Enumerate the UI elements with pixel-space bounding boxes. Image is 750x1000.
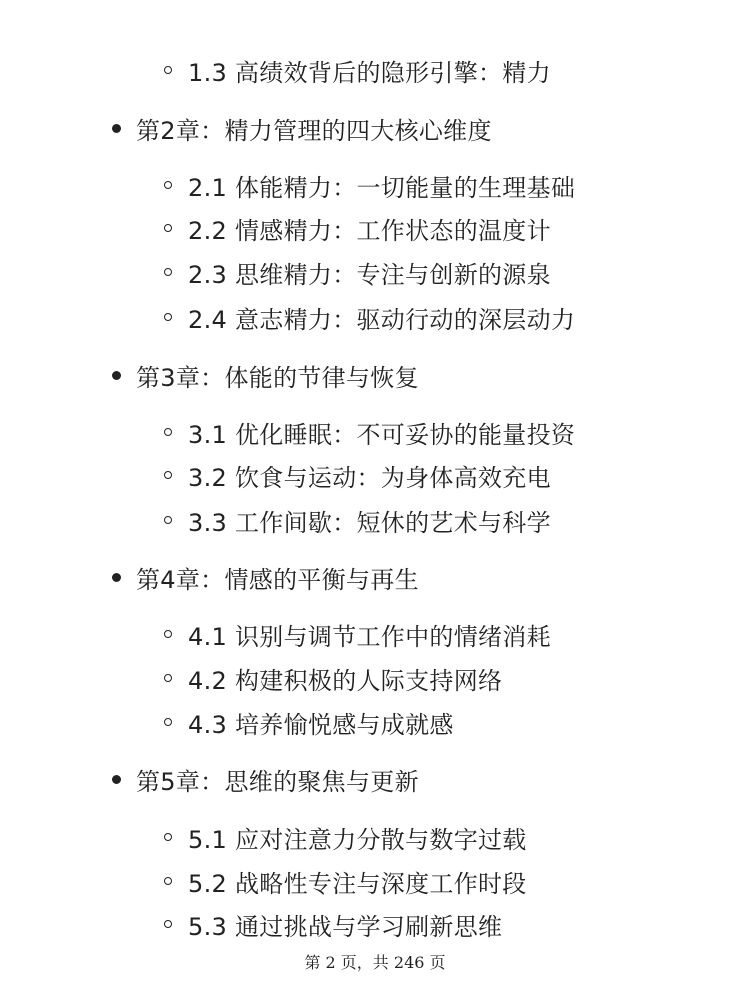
hollow-bullet-icon — [164, 268, 172, 276]
toc-item-label: 第5章：思维的聚焦与更新 — [136, 767, 419, 796]
toc-section-item[interactable] — [164, 614, 551, 654]
hollow-bullet-icon — [164, 920, 172, 928]
hollow-bullet-icon — [164, 833, 172, 841]
hollow-bullet-icon — [164, 630, 172, 638]
hollow-bullet-icon — [164, 66, 172, 74]
toc-section-item[interactable] — [164, 500, 551, 540]
toc-item-label: 5.3 通过挑战与学习刷新思维 — [188, 912, 503, 941]
toc-chapter-item[interactable] — [112, 108, 492, 148]
hollow-bullet-icon — [164, 428, 172, 436]
toc-section-item[interactable] — [164, 412, 575, 452]
toc-chapter-item[interactable] — [112, 355, 419, 395]
toc-item-label: 第3章：体能的节律与恢复 — [136, 363, 419, 392]
hollow-bullet-icon — [164, 877, 172, 885]
toc-chapter-item[interactable] — [112, 759, 419, 799]
toc-section-item[interactable] — [164, 208, 551, 248]
hollow-bullet-icon — [164, 471, 172, 479]
toc-item-label: 3.3 工作间歇：短休的艺术与科学 — [188, 508, 551, 537]
hollow-bullet-icon — [164, 674, 172, 682]
toc-item-label: 5.2 战略性专注与深度工作时段 — [188, 869, 527, 898]
filled-bullet-icon — [112, 573, 121, 582]
toc-section-item[interactable] — [164, 252, 551, 292]
filled-bullet-icon — [112, 371, 121, 380]
toc-item-label: 4.1 识别与调节工作中的情绪消耗 — [188, 622, 551, 651]
toc-section-item[interactable] — [164, 817, 527, 857]
toc-item-label: 第2章：精力管理的四大核心维度 — [136, 116, 492, 145]
toc-item-label: 3.1 优化睡眠：不可妥协的能量投资 — [188, 420, 576, 449]
toc-section-item[interactable] — [164, 702, 454, 742]
toc-item-label: 4.3 培养愉悦感与成就感 — [188, 710, 454, 739]
page-number-footer: 第 2 页，共 246 页 — [304, 953, 446, 972]
toc-item-label: 1.3 高绩效背后的隐形引擎：精力 — [188, 58, 551, 87]
filled-bullet-icon — [112, 775, 121, 784]
toc-section-item[interactable] — [164, 455, 551, 495]
toc-section-item[interactable] — [164, 861, 527, 901]
toc-section-item[interactable] — [164, 904, 502, 944]
toc-item-label: 3.2 饮食与运动：为身体高效充电 — [188, 463, 551, 492]
toc-item-label: 2.4 意志精力：驱动行动的深层动力 — [188, 305, 576, 334]
hollow-bullet-icon — [164, 718, 172, 726]
toc-section-item[interactable] — [164, 658, 502, 698]
hollow-bullet-icon — [164, 313, 172, 321]
toc-section-item[interactable] — [164, 165, 575, 205]
toc-item-label: 4.2 构建积极的人际支持网络 — [188, 666, 503, 695]
toc-section-item[interactable] — [164, 297, 575, 337]
toc-item-label: 2.3 思维精力：专注与创新的源泉 — [188, 260, 551, 289]
toc-chapter-item[interactable] — [112, 557, 419, 597]
toc-item-label: 2.1 体能精力：一切能量的生理基础 — [188, 173, 576, 202]
toc-item-label: 2.2 情感精力：工作状态的温度计 — [188, 216, 551, 245]
toc-item-label: 5.1 应对注意力分散与数字过载 — [188, 825, 527, 854]
hollow-bullet-icon — [164, 224, 172, 232]
filled-bullet-icon — [112, 124, 121, 133]
hollow-bullet-icon — [164, 181, 172, 189]
toc-item-label: 第4章：情感的平衡与再生 — [136, 565, 419, 594]
toc-section-item[interactable] — [164, 50, 551, 90]
hollow-bullet-icon — [164, 516, 172, 524]
